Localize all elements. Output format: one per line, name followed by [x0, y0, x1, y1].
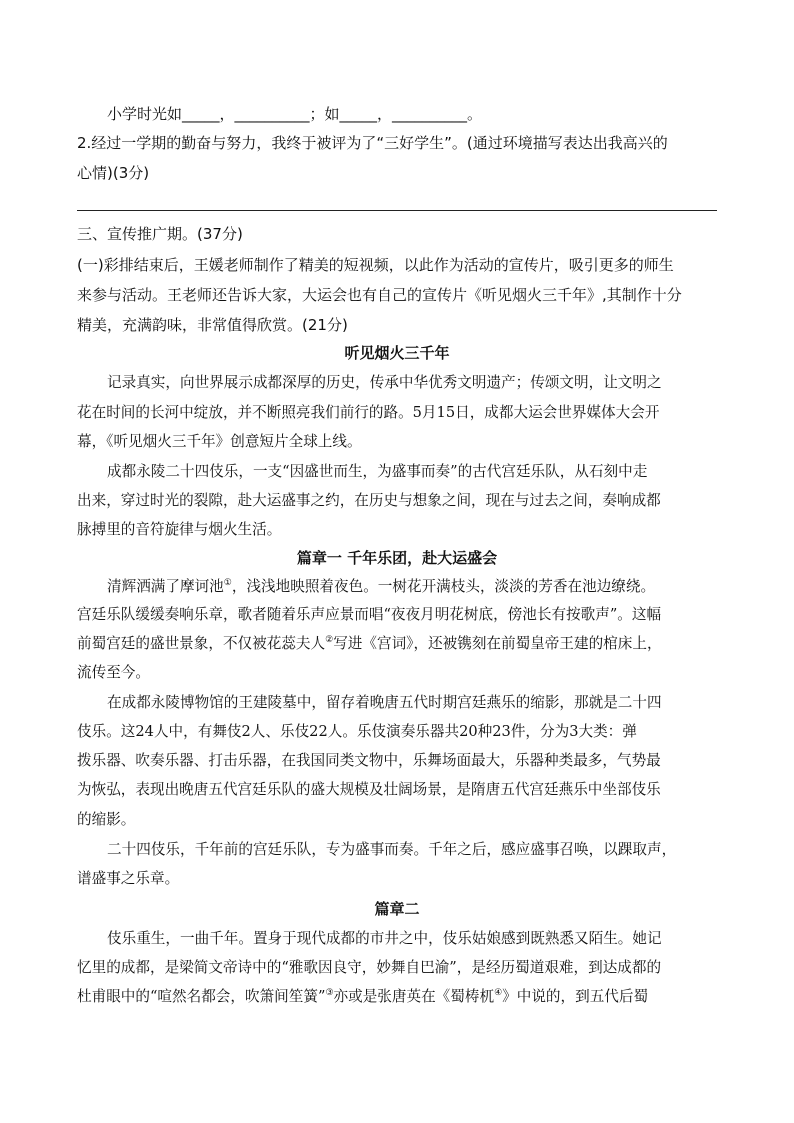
article-paragraph-line: 二十四伎乐，千年前的宫廷乐队，专为盛事而奏。千年之后，感应盛事召唤，以踝取声，	[107, 841, 677, 858]
article-paragraph-line: 流传至今。	[77, 664, 150, 681]
article-paragraph-line: 谱盛事之乐章。	[77, 870, 180, 887]
article-paragraph-line: 出来，穿过时光的裂隙，赴大运盛事之约，在历史与想象之间，现在与过去之间，奏响成都	[77, 492, 661, 509]
article-paragraph-line: 伎乐。这24人中，有舞伎2人、乐伎22人。乐伎演奏乐器共20种23件，分为3大类：弹	[77, 723, 637, 740]
article-paragraph-line: 拨乐器、吹奏乐器、打击乐器，在我国同类文物中，乐舞场面最大，乐器种类最多，气势最	[77, 752, 661, 769]
article-title: 听见烟火三千年	[344, 344, 450, 362]
article-paragraph-line: 伎乐重生，一曲千年。置身于现代成都的市井之中，伎乐姑娘感到既熟悉又陌生。她记	[107, 930, 662, 947]
footnote-marker: ②	[325, 635, 334, 646]
section-3-heading: 三、宣传推广期。(37分)	[77, 225, 243, 243]
question-2-line-1: 2.经过一学期的勤奋与努力，我终于被评为了“三好学生”。(通过环境描写表达出我高兴的	[77, 134, 668, 152]
article-paragraph-line: 忆里的成都，是梁简文帝诗中的“雅歌因良守，妙舞自巴渝”，是经历蜀道艰难，到达成都的	[77, 959, 662, 976]
text-span: ，浅浅地映照着夜色。一树花开满枝头，淡淡的芳香在池边缭绕。	[231, 578, 656, 595]
text-span: 杜甫眼中的“喧然名都会，吹箫间笙簧”	[77, 988, 326, 1005]
footnote-marker: ④	[494, 988, 503, 999]
footnote-marker: ①	[223, 578, 232, 589]
article-paragraph-line: 为恢弘，表现出晚唐五代宫廷乐队的盛大规模及壮阔场景，是隋唐五代宫廷燕乐中坐部伎乐	[77, 781, 661, 798]
text-span: 》中说的，到五代后蜀	[502, 988, 649, 1005]
chapter-1-title: 篇章一 千年乐团，赴大运盛会	[296, 549, 498, 567]
article-paragraph-line: 花在时间的长河中绽放，并不断照亮我们前行的路。5月15日，成都大运会世界媒体大会开	[77, 404, 660, 421]
article-paragraph-line: 在成都永陵博物馆的王建陵墓中，留存着晚唐五代时期宫廷燕乐的缩影，那就是二十四	[107, 694, 662, 711]
article-paragraph-line: 脉搏里的音符旋律与烟火生活。	[77, 521, 282, 538]
article-paragraph-line: 成都永陵二十四伎乐，一支“因盛世而生，为盛事而奏”的古代宫廷乐队，从石刻中走	[107, 463, 648, 480]
text-span: 亦或是张唐英在《蜀梼杌	[333, 988, 495, 1005]
text-span: 写进《宫词》，还被镌刻在前蜀皇帝王建的棺床上，	[333, 635, 662, 652]
section-3-intro-line-1: (一)彩排结束后，王媛老师制作了精美的短视频，以此作为活动的宣传片，吸引更多的师生	[77, 256, 674, 274]
question-2-line-2: 心情)(3分)	[77, 164, 150, 182]
section-3-intro-line-2: 来参与活动。王老师还告诉大家，大运会也有自己的宣传片《听见烟火三千年》,其制作十分	[77, 286, 682, 304]
article-paragraph-line	[77, 634, 717, 654]
article-paragraph-line: 宫廷乐队缓缓奏响乐章，歌者随着乐声应景而唱“夜夜月明花树底，傍池长有按歌声”。这幅	[77, 606, 662, 623]
article-paragraph-line: 记录真实，向世界展示成都深厚的历史，传承中华优秀文明遗产；传颂文明，让文明之	[107, 374, 662, 391]
section-3-intro-line-3: 精美，充满韵味，非常值得欣赏。(21分)	[77, 316, 348, 334]
text-span: 清辉洒满了摩诃池	[107, 578, 224, 595]
text-span: 前蜀宫廷的盛世景象，不仅被花蕊夫人	[77, 635, 326, 652]
article-paragraph-line	[77, 577, 717, 597]
chapter-2-title: 篇章二	[374, 900, 420, 918]
answer-line	[77, 210, 717, 211]
footnote-marker: ③	[325, 988, 334, 999]
article-paragraph-line: 的缩影。	[77, 811, 136, 828]
fill-in-line: 小学时光如_____，__________；如_____，__________。	[107, 105, 483, 123]
article-paragraph-line: 幕，《听见烟火三千年》创意短片全球上线。	[77, 433, 362, 450]
article-paragraph-line	[77, 987, 717, 1007]
